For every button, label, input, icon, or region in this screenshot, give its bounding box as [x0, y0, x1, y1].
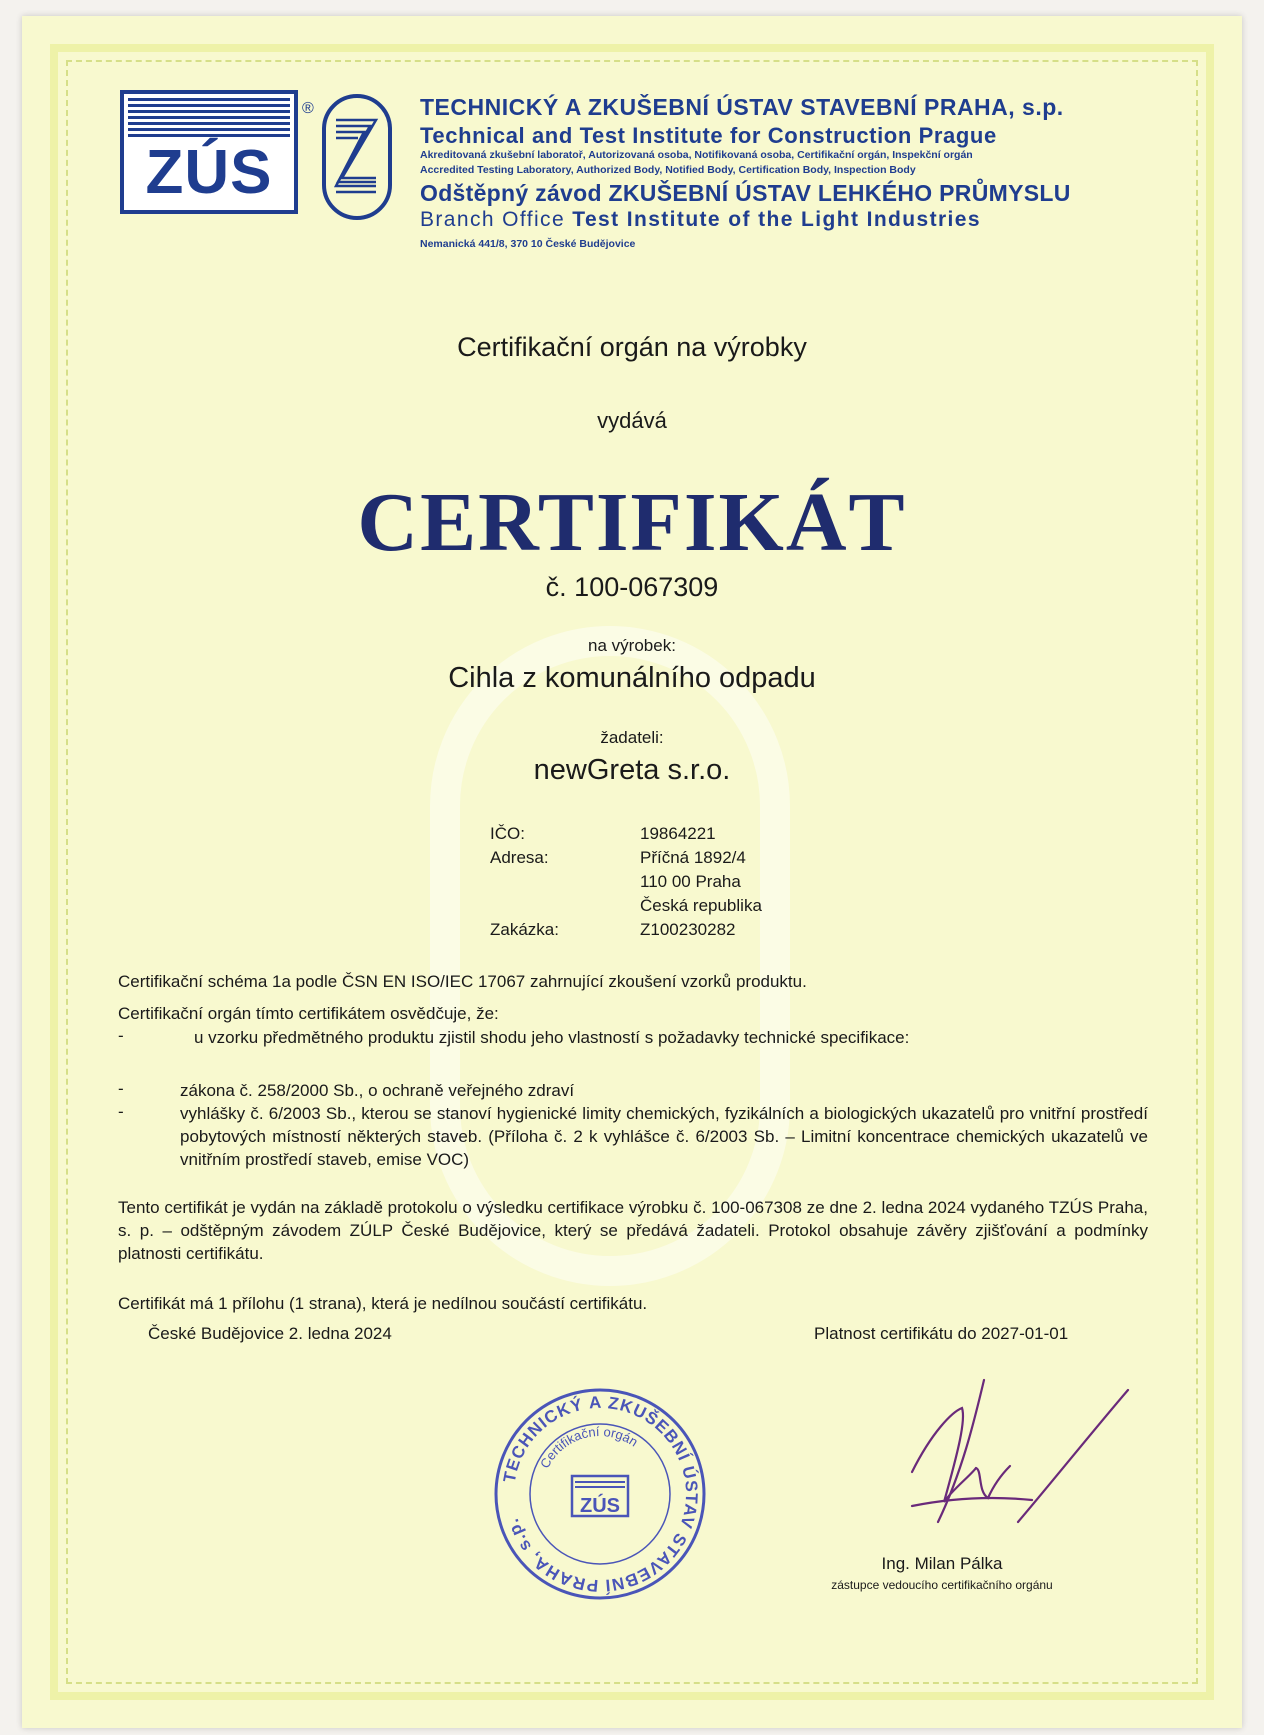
branch-name-cz: Odštěpný závod ZKUŠEBNÍ ÚSTAV LEHKÉHO PRŮMYSLU: [420, 180, 1071, 206]
branch-office-label: Branch Office: [420, 208, 566, 231]
annex-note: Certifikát má 1 přílohu (1 strana), která je nedílnou součástí certifikátu.: [118, 1294, 648, 1313]
branch-name-en: [420, 208, 981, 232]
certificate-title: CERTIFIKÁT: [357, 476, 907, 569]
order-label: Zakázka:: [490, 920, 559, 939]
signatory-name: Ing. Milan Pálka: [881, 1554, 1003, 1573]
signatory-role: zástupce vedoucího certifikačního orgánu: [831, 1578, 1053, 1592]
watermark-logo: [430, 626, 790, 1286]
logo-text: ZÚS: [145, 138, 273, 207]
stamp-logo-text: ZÚS: [580, 1495, 620, 1517]
applicant-label: žadateli:: [600, 728, 664, 747]
bullet-dash: -: [118, 1026, 124, 1045]
certificate-basis: Tento certifikát je vydán na základě protokolu o výsledku certifikace výrobku č. 100-067308 ze dne 2. ledna 2024 vydaného TZÚS Praha, s. p. – odštěpným závodem ZÚLP České Budějovice, který se předává žadateli. Protokol obsahuje závěry zjišťování a podmínky platnosti certifikátu.: [118, 1198, 1148, 1263]
product-label: na výrobek:: [588, 636, 676, 655]
ico-label: IČO:: [490, 824, 525, 843]
certification-scheme: Certifikační schéma 1a podle ČSN EN ISO/IEC 17067 zahrnující zkoušení vzorků produktu.: [118, 972, 807, 991]
bullet-decree: vyhlášky č. 6/2003 Sb., kterou se stanoví hygienické limity chemických, fyzikálních a biologických ukazatelů pro vnitřní prostředí pobytových místností některých staveb. (Příloha č. 2 k vyhlášce č. 6/2003 Sb. – Limitní koncentrace chemických ukazatelů ve vnitřním prostředí staveb, emise VOC): [180, 1104, 1148, 1169]
zus-logo: [120, 90, 298, 214]
address-line-2: 110 00 Praha: [640, 872, 741, 891]
ico-value: 19864221: [640, 824, 716, 843]
bullet-conformity: u vzorku předmětného produktu zjistil shodu jeho vlastností s požadavky technické specifikace:: [194, 1028, 910, 1047]
issues-text: vydává: [597, 408, 667, 433]
official-stamp: [490, 1384, 710, 1604]
applicant-name: newGreta s.r.o.: [533, 754, 731, 786]
certificate-number: č. 100-067309: [545, 572, 719, 602]
place-and-date: České Budějovice 2. ledna 2024: [148, 1324, 392, 1343]
logo-stripes: [128, 98, 290, 138]
bullet-law: zákona č. 258/2000 Sb., o ochraně veřejného zdraví: [180, 1081, 575, 1100]
order-value: Z100230282: [640, 920, 736, 939]
address-label: Adresa:: [490, 848, 549, 867]
z-emblem-logo: [322, 94, 392, 220]
stamp-outer-text: TECHNICKÝ A ZKUŠEBNÍ ÚSTAV STAVEBNÍ PRAHA, s.p.: [499, 1392, 702, 1596]
institute-address: Nemanická 441/8, 370 10 České Budějovice: [420, 238, 636, 250]
branch-office-name: Test Institute of the Light Industries: [572, 208, 981, 231]
attestation-intro: Certifikační orgán tímto certifikátem osvědčuje, že:: [118, 1004, 499, 1023]
institute-name-en: Technical and Test Institute for Construction Prague: [420, 123, 997, 148]
handwritten-signature: [892, 1372, 1132, 1542]
bullet-dash: -: [118, 1079, 124, 1098]
certificate-content: [22, 16, 1242, 1728]
product-name: Cihla z komunálního odpadu: [448, 662, 816, 694]
address-line-1: Příčná 1892/4: [640, 848, 746, 867]
bullet-dash: -: [118, 1102, 124, 1121]
validity-date: Platnost certifikátu do 2027-01-01: [814, 1324, 1069, 1343]
registered-mark: ®: [302, 100, 314, 117]
stamp-inner-text: Certifikační orgán: [536, 1423, 641, 1471]
certification-body-title: Certifikační orgán na výrobky: [457, 332, 807, 362]
accreditation-cz: Akreditovaná zkušební laboratoř, Autorizovaná osoba, Notifikovaná osoba, Certifikační orgán, Inspekční orgán: [420, 149, 973, 161]
accreditation-en: Accredited Testing Laboratory, Authorized Body, Notified Body, Certification Body, Inspection Body: [420, 164, 916, 176]
address-line-3: Česká republika: [640, 896, 762, 915]
institute-name-cz: TECHNICKÝ A ZKUŠEBNÍ ÚSTAV STAVEBNÍ PRAHA, s.p.: [420, 94, 1064, 120]
svg-text:Certifikační orgán: [537, 1424, 641, 1471]
